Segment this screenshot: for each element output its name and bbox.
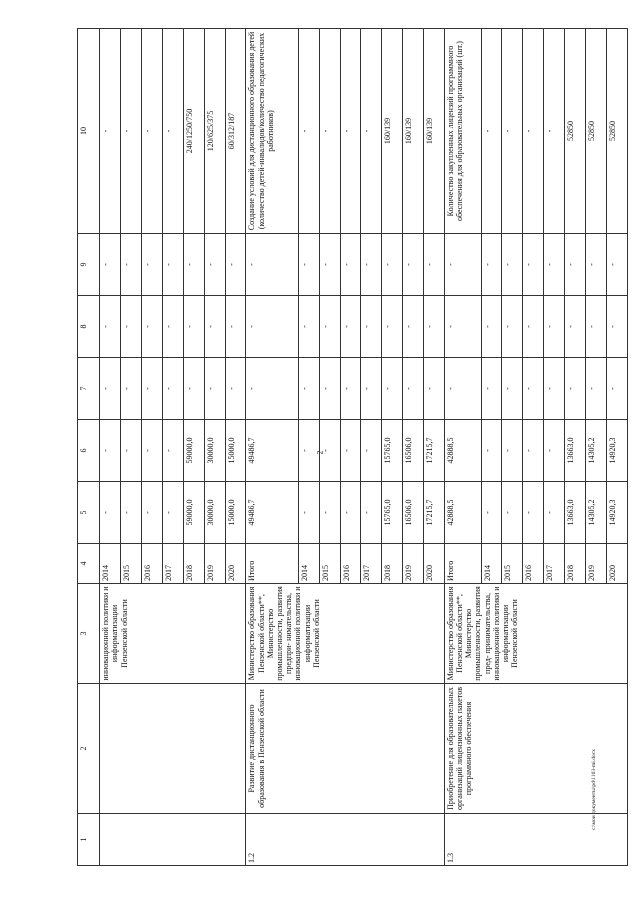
year-cell: 2016 [523, 544, 544, 584]
value-cell: - [121, 296, 142, 358]
value-cell: - [544, 234, 565, 296]
value-cell: 240/1250/750 [183, 29, 204, 234]
value-cell: - [565, 296, 586, 358]
value-cell: - [319, 420, 340, 482]
column-number-cell: 9 [78, 234, 100, 296]
executor-cell: Министерство образования Пензенской области**, Министерство промышленности, развития предпри- нимательства, инновационной политики и информатизации Пензенской области [246, 584, 445, 684]
value-cell: - [100, 420, 121, 482]
value-cell: - [319, 358, 340, 420]
value-cell: - [444, 296, 481, 358]
value-cell: 49486,7 [246, 420, 298, 482]
value-cell: - [142, 234, 163, 296]
year-cell: 2018 [565, 544, 586, 584]
file-path-footer: c:\мои документы\pd\1103-mi.docx [591, 749, 597, 830]
value-cell: 52850 [565, 29, 586, 234]
value-cell: - [183, 234, 204, 296]
value-cell: - [246, 358, 298, 420]
value-cell: - [204, 234, 225, 296]
value-cell: - [121, 358, 142, 420]
value-cell: - [162, 234, 183, 296]
value-cell: - [382, 358, 403, 420]
value-cell: - [100, 482, 121, 544]
value-cell: 42888,5 [444, 420, 481, 482]
year-cell: 2015 [121, 544, 142, 584]
value-cell: - [298, 234, 319, 296]
value-cell: - [481, 420, 502, 482]
value-cell: - [361, 296, 382, 358]
value-cell: - [361, 29, 382, 234]
indicator-cell: Количество закупленных лицензий программного обеспечения для образовательных организаций (шт.) [444, 29, 481, 234]
value-cell: - [502, 234, 523, 296]
value-cell: - [585, 234, 606, 296]
value-cell: 17215,7 [424, 482, 445, 544]
value-cell: - [162, 482, 183, 544]
total-label-cell: Итого [246, 544, 298, 584]
value-cell: - [361, 482, 382, 544]
value-cell: 59000,0 [183, 420, 204, 482]
value-cell: - [544, 420, 565, 482]
indicator-cell: Создание условий для дистанционного образования детей (количество детей-инвалидов/количество педагогических работников) [246, 29, 298, 234]
value-cell: - [361, 420, 382, 482]
value-cell: - [100, 234, 121, 296]
year-cell: 2014 [481, 544, 502, 584]
value-cell: - [361, 234, 382, 296]
value-cell: 13663,0 [565, 482, 586, 544]
column-number-row [78, 29, 100, 866]
value-cell: - [142, 296, 163, 358]
value-cell: - [298, 482, 319, 544]
value-cell: - [340, 420, 361, 482]
value-cell: 59000,0 [183, 482, 204, 544]
value-cell: - [246, 296, 298, 358]
value-cell: - [142, 482, 163, 544]
year-cell: 2020 [606, 544, 627, 584]
value-cell: - [142, 29, 163, 234]
value-cell: 14920,3 [606, 420, 627, 482]
value-cell: - [246, 234, 298, 296]
value-cell: 17215,7 [424, 420, 445, 482]
value-cell: - [544, 29, 565, 234]
value-cell: - [298, 29, 319, 234]
value-cell: - [403, 234, 424, 296]
value-cell: - [319, 29, 340, 234]
value-cell: - [481, 482, 502, 544]
year-cell: 2016 [340, 544, 361, 584]
value-cell: - [142, 420, 163, 482]
year-cell: 2020 [424, 544, 445, 584]
value-cell: - [225, 296, 246, 358]
value-cell: - [544, 296, 565, 358]
year-cell: 2018 [382, 544, 403, 584]
executor-cell: инновационной политики и информатизации Пензенской области [100, 584, 246, 684]
value-cell: 49486,7 [246, 482, 298, 544]
value-cell: 52850 [585, 29, 606, 234]
column-number-cell: 3 [78, 584, 100, 684]
value-cell: - [424, 358, 445, 420]
value-cell: - [481, 358, 502, 420]
value-cell: - [585, 296, 606, 358]
value-cell: - [502, 358, 523, 420]
value-cell: 15000,0 [225, 482, 246, 544]
column-number-cell: 7 [78, 358, 100, 420]
year-cell: 2018 [183, 544, 204, 584]
value-cell: - [382, 296, 403, 358]
page-number: 2 [315, 450, 325, 455]
value-cell: - [403, 358, 424, 420]
value-cell: - [565, 358, 586, 420]
value-cell: - [523, 29, 544, 234]
value-cell: - [502, 296, 523, 358]
table-row [100, 29, 121, 866]
item-name-cell: Развитие дистанционного образования в Пензенской области [246, 684, 445, 814]
table-row-total [246, 29, 298, 866]
year-cell: 2017 [544, 544, 565, 584]
value-cell: - [523, 296, 544, 358]
year-cell: 2017 [162, 544, 183, 584]
value-cell: 14305,2 [585, 482, 606, 544]
value-cell: - [606, 358, 627, 420]
value-cell: 14920,3 [606, 482, 627, 544]
total-label-cell: Итого [444, 544, 481, 584]
value-cell: - [424, 234, 445, 296]
value-cell: - [162, 296, 183, 358]
value-cell: - [585, 358, 606, 420]
value-cell: - [204, 296, 225, 358]
value-cell: - [121, 234, 142, 296]
value-cell: 30000,0 [204, 420, 225, 482]
value-cell: 60/312/187 [225, 29, 246, 234]
value-cell: 16506,0 [403, 420, 424, 482]
value-cell: 14305,2 [585, 420, 606, 482]
value-cell: - [502, 29, 523, 234]
year-cell: 2016 [142, 544, 163, 584]
value-cell: - [544, 358, 565, 420]
value-cell: - [225, 358, 246, 420]
year-cell: 2014 [100, 544, 121, 584]
value-cell: - [121, 29, 142, 234]
value-cell: - [523, 234, 544, 296]
value-cell: - [502, 482, 523, 544]
value-cell: - [340, 234, 361, 296]
column-number-cell: 1 [78, 814, 100, 866]
year-cell: 2014 [298, 544, 319, 584]
rotated-table-frame [77, 29, 628, 866]
value-cell: - [502, 420, 523, 482]
value-cell: - [481, 29, 502, 234]
item-name-cell: Приобретение для образовательных организаций лицензионных пакетов программного обеспечения [444, 684, 627, 814]
item-number-cell: 1.3 [444, 814, 627, 866]
value-cell: - [319, 234, 340, 296]
value-cell: 120/625/375 [204, 29, 225, 234]
value-cell: - [162, 29, 183, 234]
table-row-total [444, 29, 481, 866]
value-cell: - [444, 358, 481, 420]
column-number-cell: 10 [78, 29, 100, 234]
year-cell: 2017 [361, 544, 382, 584]
value-cell: 42888,5 [444, 482, 481, 544]
year-cell: 2015 [502, 544, 523, 584]
item-name-cell [100, 684, 246, 814]
value-cell: - [100, 29, 121, 234]
value-cell: 160/139 [403, 29, 424, 234]
value-cell: - [162, 420, 183, 482]
executor-cell: Министерство образования Пензенской области**, Министерство промышленности, развития пред- принимательства, инновационной политики и информатизации Пензенской области [444, 584, 627, 684]
value-cell: - [403, 296, 424, 358]
year-cell: 2020 [225, 544, 246, 584]
value-cell: - [565, 234, 586, 296]
value-cell: - [481, 234, 502, 296]
value-cell: - [340, 296, 361, 358]
value-cell: - [424, 296, 445, 358]
value-cell: - [225, 234, 246, 296]
value-cell: - [444, 234, 481, 296]
year-cell: 2015 [319, 544, 340, 584]
value-cell: 15000,0 [225, 420, 246, 482]
value-cell: - [523, 420, 544, 482]
value-cell: - [340, 29, 361, 234]
value-cell: 13663,0 [565, 420, 586, 482]
value-cell: - [606, 296, 627, 358]
rotated-table-wrapper [77, 29, 628, 866]
column-number-cell: 2 [78, 684, 100, 814]
value-cell: - [183, 358, 204, 420]
column-number-cell: 4 [78, 544, 100, 584]
column-number-cell: 5 [78, 482, 100, 544]
value-cell: - [298, 296, 319, 358]
value-cell: - [142, 358, 163, 420]
value-cell: 15765,0 [382, 420, 403, 482]
value-cell: 15765,0 [382, 482, 403, 544]
value-cell: - [121, 482, 142, 544]
value-cell: - [361, 358, 382, 420]
value-cell: - [481, 296, 502, 358]
value-cell: - [298, 420, 319, 482]
item-number-cell [100, 814, 246, 866]
value-cell: - [100, 358, 121, 420]
value-cell: 16506,0 [403, 482, 424, 544]
value-cell: - [319, 482, 340, 544]
value-cell: - [319, 296, 340, 358]
value-cell: - [340, 482, 361, 544]
value-cell: - [204, 358, 225, 420]
value-cell: - [340, 358, 361, 420]
year-cell: 2019 [585, 544, 606, 584]
value-cell: - [382, 234, 403, 296]
program-table [77, 28, 628, 866]
value-cell: 160/139 [382, 29, 403, 234]
value-cell: - [544, 482, 565, 544]
value-cell: - [100, 296, 121, 358]
value-cell: - [121, 420, 142, 482]
value-cell: - [523, 482, 544, 544]
value-cell: 52850 [606, 29, 627, 234]
year-cell: 2019 [403, 544, 424, 584]
column-number-cell: 8 [78, 296, 100, 358]
value-cell: 160/139 [424, 29, 445, 234]
value-cell: - [298, 358, 319, 420]
value-cell: - [606, 234, 627, 296]
column-number-cell: 6 [78, 420, 100, 482]
year-cell: 2019 [204, 544, 225, 584]
value-cell: - [523, 358, 544, 420]
value-cell: 30000,0 [204, 482, 225, 544]
value-cell: - [183, 296, 204, 358]
value-cell: - [162, 358, 183, 420]
item-number-cell: 1.2 [246, 814, 445, 866]
